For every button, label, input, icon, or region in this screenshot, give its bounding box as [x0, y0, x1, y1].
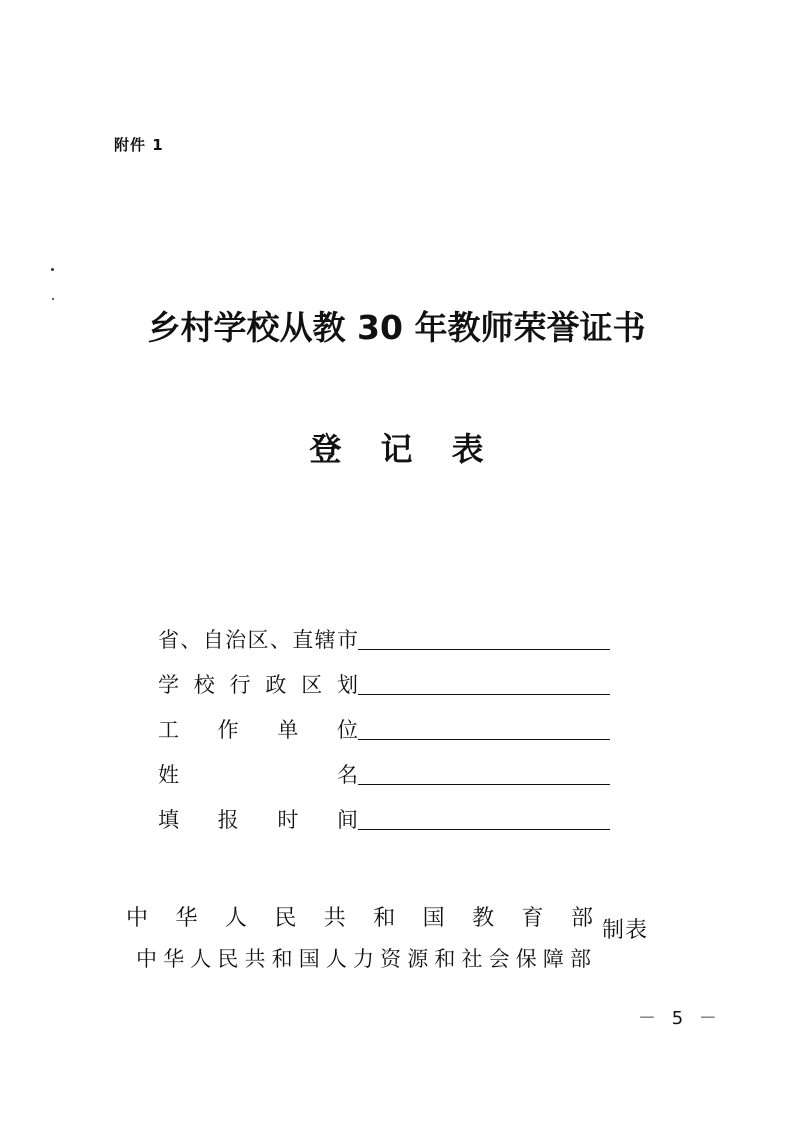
form-row-work-unit [158, 699, 610, 744]
label-char: 自 [202, 628, 224, 652]
label-char: 国 [298, 947, 320, 971]
label-char: 国 [422, 906, 445, 931]
label-char: 力 [353, 947, 374, 971]
label-char: 直 [292, 628, 314, 652]
label-char: 中 [126, 906, 149, 931]
label-char: 行 [229, 673, 251, 697]
label-char: 校 [193, 673, 215, 697]
label-char: 工 [158, 718, 179, 742]
scan-speck [52, 298, 54, 300]
label-char: 共 [323, 906, 346, 931]
label-char: 名 [337, 763, 358, 787]
label-char: 作 [217, 718, 239, 742]
issuers-block [126, 902, 596, 976]
label-char: 育 [521, 906, 544, 931]
label-char: 人 [224, 906, 247, 931]
label-char: 和 [271, 947, 293, 971]
label-char: 部 [570, 906, 593, 931]
attachment-label: 附件 1 [114, 136, 164, 154]
label-char: 填 [158, 808, 179, 832]
document-subtitle: 登 记 表 [309, 430, 498, 468]
registration-form [158, 609, 610, 834]
form-label-work-unit [158, 716, 358, 744]
label-char: 区 [247, 628, 269, 652]
form-field-work-unit[interactable] [358, 713, 610, 740]
label-char: 中 [136, 947, 157, 971]
label-char: 位 [336, 718, 358, 742]
label-char: 辖 [314, 628, 336, 652]
label-char: 社 [461, 947, 483, 971]
form-row-province [158, 609, 610, 654]
form-row-name [158, 744, 610, 789]
label-char: 单 [277, 718, 299, 742]
label-char: 民 [274, 906, 297, 931]
form-row-school-region [158, 654, 610, 699]
label-char: 华 [163, 947, 185, 971]
label-char: 会 [488, 947, 510, 971]
issuer-ministry-of-education [126, 902, 593, 936]
label-char: 资 [380, 947, 402, 971]
label-char: 和 [434, 947, 456, 971]
label-char: 保 [515, 947, 537, 971]
label-char: 治 [225, 628, 247, 652]
form-label-name [158, 761, 358, 789]
label-char: 部 [570, 947, 591, 971]
label-char: 障 [542, 947, 564, 971]
issuer-ministry-of-human-resources [136, 942, 591, 976]
label-char: 时 [277, 808, 299, 832]
form-label-fill-date [158, 806, 358, 834]
form-row-fill-date [158, 789, 610, 834]
label-char: 、 [269, 628, 291, 652]
label-char: 民 [217, 947, 239, 971]
label-char: 人 [190, 947, 212, 971]
label-char: 姓 [158, 763, 179, 787]
form-field-school-region[interactable] [358, 668, 610, 695]
label-char: 教 [472, 906, 495, 931]
label-char: 区 [301, 673, 323, 697]
label-char: 源 [407, 947, 429, 971]
form-label-school-region [158, 671, 358, 699]
label-char: 市 [337, 628, 358, 652]
label-char: 省 [158, 628, 179, 652]
scan-speck [51, 268, 54, 271]
made-by-label: 制表 [602, 918, 649, 943]
document-title: 乡村学校从教 30 年教师荣誉证书 [147, 308, 646, 347]
page-number: － 5 － [638, 1008, 722, 1029]
label-char: 政 [265, 673, 287, 697]
label-char: 划 [336, 673, 358, 697]
form-field-fill-date[interactable] [358, 803, 610, 830]
label-char: 共 [244, 947, 266, 971]
label-char: 报 [217, 808, 239, 832]
label-char: 、 [180, 628, 202, 652]
form-label-province [158, 626, 358, 654]
form-field-province[interactable] [358, 623, 610, 650]
label-char: 学 [158, 673, 179, 697]
label-char: 和 [373, 906, 396, 931]
label-char: 华 [175, 906, 198, 931]
label-char: 人 [325, 947, 347, 971]
form-field-name[interactable] [358, 758, 610, 785]
label-char: 间 [336, 808, 358, 832]
